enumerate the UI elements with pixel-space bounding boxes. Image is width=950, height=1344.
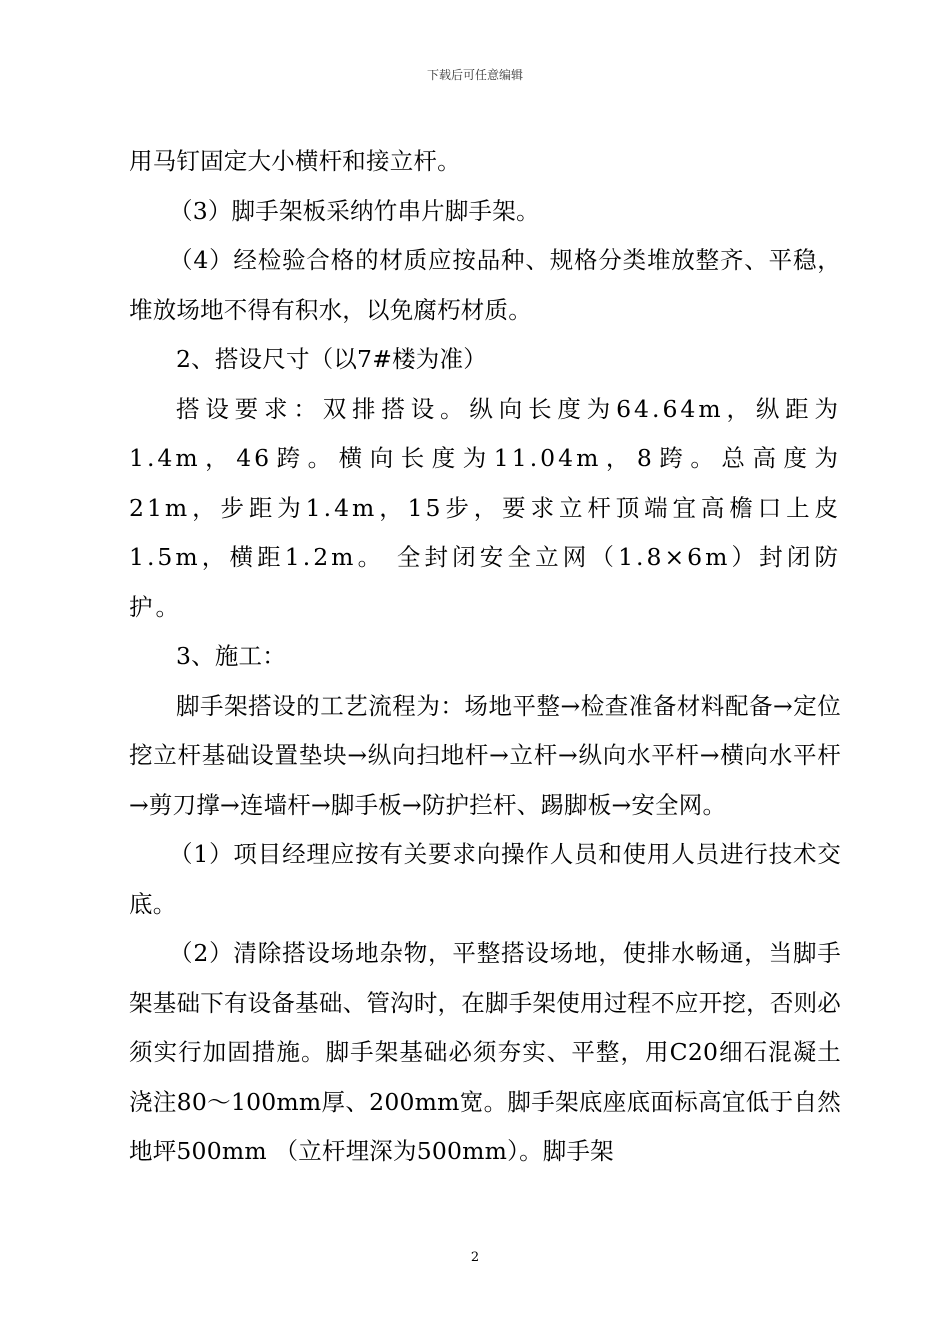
paragraph-step-1: （1）项目经理应按有关要求向操作人员和使用人员进行技术交底。 <box>129 840 841 918</box>
document-body <box>129 137 841 1177</box>
paragraph-item-4: （4）经检验合格的材质应按品种、规格分类堆放整齐、平稳，堆放场地不得有积水，以免腐朽材质。 <box>129 246 841 324</box>
section-heading-2: 2、搭设尺寸（以7#楼为准） <box>176 345 487 373</box>
section-heading-3: 3、施工： <box>176 642 286 670</box>
paragraph-continuation: 用马钉固定大小横杆和接立杆。 <box>129 147 461 175</box>
paragraph-step-2: （2）清除搭设场地杂物，平整搭设场地，使排水畅通，当脚手架基础下有设备基础、管沟时，在脚手架使用过程不应开挖，否则必须实行加固措施。脚手架基础必须夯实、平整，用C20细石混凝土浇注80～100mm厚、200mm宽。脚手架底座底面标高宜低于自然地坪500mm （立杆埋深为500mm）。脚手架 <box>129 939 841 1165</box>
paragraph-item-3: （3）脚手架板采纳竹串片脚手架。 <box>169 196 540 225</box>
paragraph-erection-requirements: 搭设要求：双排搭设。纵向长度为64.64m，纵距为1.4m，46跨。横向长度为11.04m，8跨。总高度为21m，步距为1.4m，15步，要求立杆顶端宜高檐口上皮1.5m，横距1.2m。 全封闭安全立网（1.8×6m）封闭防护。 <box>129 394 841 621</box>
paragraph-process-flow: 脚手架搭设的工艺流程为：场地平整→检查准备材料配备→定位挖立杆基础设置垫块→纵向扫地杆→立杆→纵向水平杆→横向水平杆→剪刀撑→连墙杆→脚手板→防护拦杆、踢脚板→安全网。 <box>129 691 841 819</box>
page-header: 下载后可任意编辑 <box>426 68 523 82</box>
page-number: 2 <box>470 1250 480 1265</box>
